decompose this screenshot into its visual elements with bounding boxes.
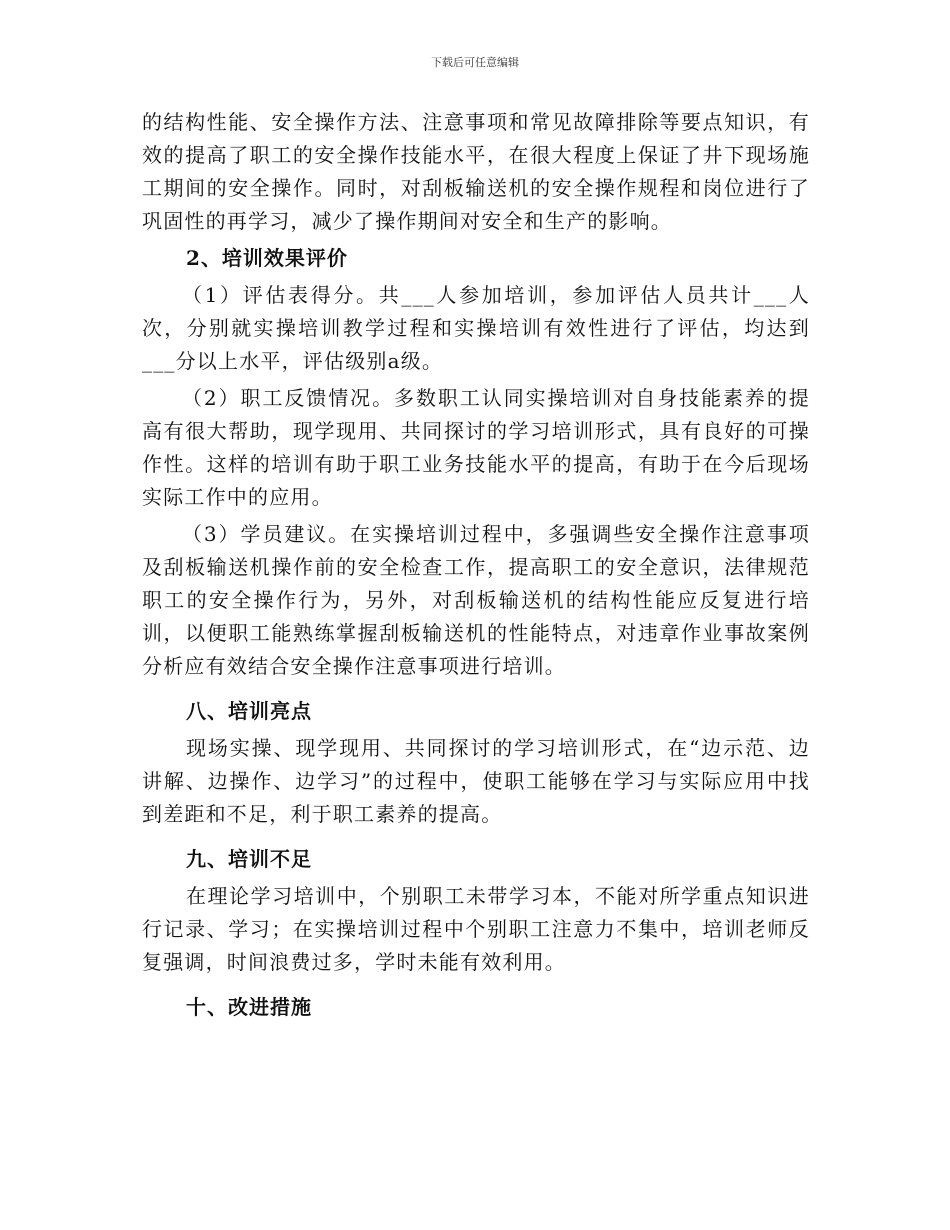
paragraph-trainee-suggestions: （3）学员建议。在实操培训过程中，多强调些安全操作注意事项及刮板输送机操作前的安全检查工作，提高职工的安全意识，法律规范职工的安全操作行为，另外，对刮板输送机的结构性能应反复进行培训，以便职工能熟练掌握刮板输送机的性能特点，对违章作业事故案例分析应有效结合安全操作注意事项进行培训。 <box>142 522 810 678</box>
paragraph-shortcomings: 在理论学习培训中，个别职工未带学习本，不能对所学重点知识进行记录、学习；在实操培训过程中个别职工注意力不集中，培训老师反复强调，时间浪费过多，学时未能有效利用。 <box>142 884 810 974</box>
heading-training-shortcomings: 九、培训不足 <box>186 847 312 871</box>
heading-training-highlights: 八、培训亮点 <box>186 699 312 723</box>
heading-training-evaluation: 2、培训效果评价 <box>186 246 348 270</box>
heading-improvement-measures: 十、改进措施 <box>186 995 312 1019</box>
paragraph-structure-performance: 的结构性能、安全操作方法、注意事项和常见故障排除等要点知识，有效的提高了职工的安全操作技能水平，在很大程度上保证了井下现场施工期间的安全操作。同时，对刮板输送机的安全操作规程和岗位进行了巩固性的再学习，减少了操作期间对安全和生产的影响。 <box>142 110 810 233</box>
page-header: 下载后可任意编辑 <box>431 56 519 69</box>
paragraph-evaluation-score: （1）评估表得分。共___人参加培训，参加评估人员共计___人次，分别就实操培训教学过程和实操培训有效性进行了评估，均达到___分以上水平，评估级别a级。 <box>142 283 810 373</box>
paragraph-staff-feedback: （2）职工反馈情况。多数职工认同实操培训对自身技能素养的提高有很大帮助，现学现用、共同探讨的学习培训形式，具有良好的可操作性。这样的培训有助于职工业务技能水平的提高，有助于在今后现场实际工作中的应用。 <box>142 386 810 509</box>
paragraph-highlights: 现场实操、现学现用、共同探讨的学习培训形式，在“边示范、边讲解、边操作、边学习”的过程中，使职工能够在学习与实际应用中找到差距和不足，利于职工素养的提高。 <box>142 736 810 826</box>
document-body <box>142 106 810 1028</box>
